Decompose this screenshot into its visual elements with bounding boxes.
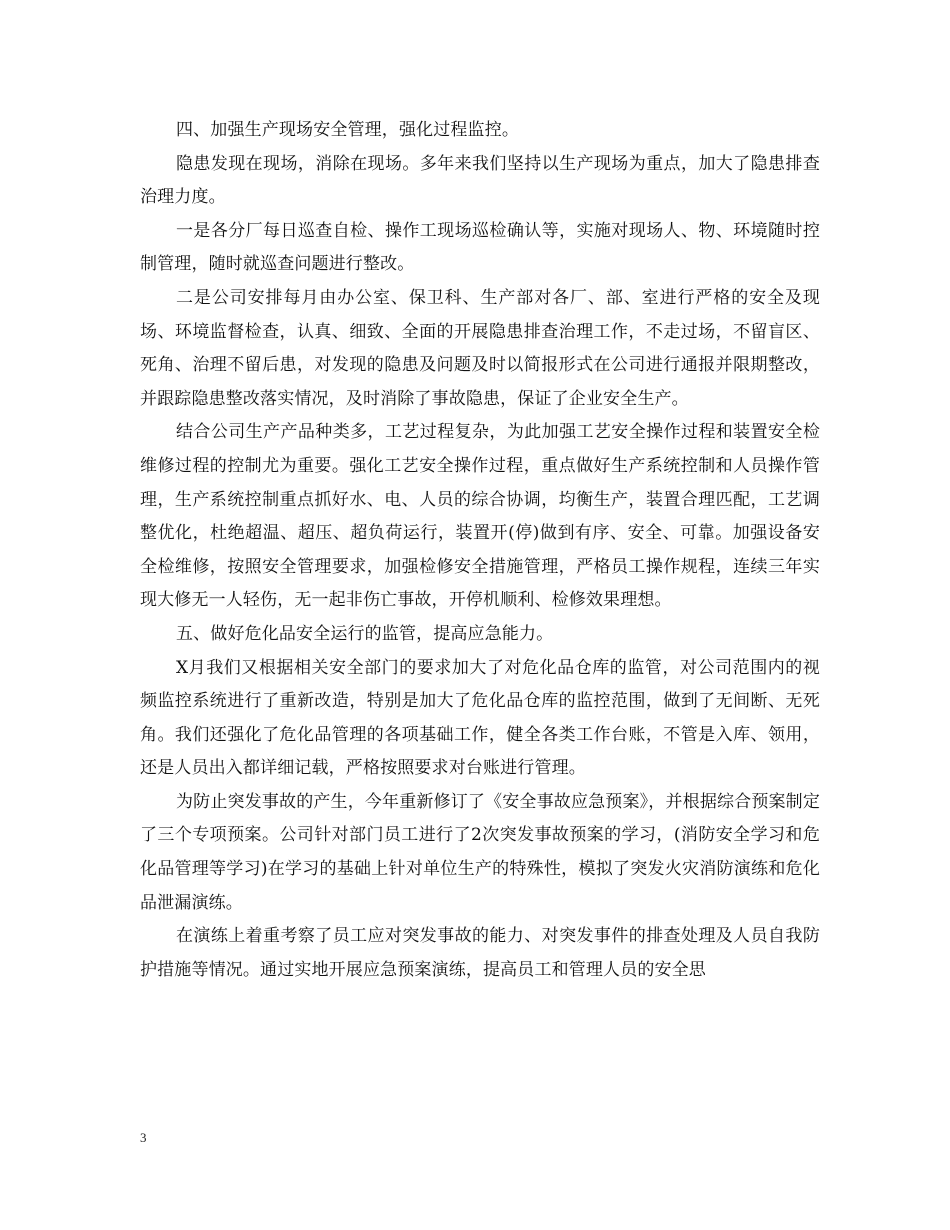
document-body [140,114,820,987]
paragraph: 为防止突发事故的产生，今年重新修订了《安全事故应急预案》，并根据综合预案制定了三个专项预案。公司针对部门员工进行了2次突发事故预案的学习，(消防安全学习和危化品管理等学习)在学习的基础上针对单位生产的特殊性，模拟了突发火灾消防演练和危化品泄漏演练。 [140,791,820,913]
section-heading-four: 四、加强生产现场安全管理，强化过程监控。 [176,120,519,140]
paragraph: 一是各分厂每日巡查自检、操作工现场巡检确认等，实施对现场人、物、环境随时控制管理，随时就巡查问题进行整改。 [140,220,820,275]
paragraph: 结合公司生产产品种类多，工艺过程复杂，为此加强工艺安全操作过程和装置安全检维修过程的控制尤为重要。强化工艺安全操作过程，重点做好生产系统控制和人员操作管理，生产系统控制重点抓好水、电、人员的综合协调，均衡生产，装置合理匹配，工艺调整优化，杜绝超温、超压、超负荷运行，装置开(停)做到有序、安全、可靠。加强设备安全检维修，按照安全管理要求，加强检修安全措施管理，严格员工操作规程，连续三年实现大修无一人轻伤，无一起非伤亡事故，开停机顺利、检修效果理想。 [140,422,820,611]
paragraph: 隐患发现在现场，消除在现场。多年来我们坚持以生产现场为重点，加大了隐患排查治理力度。 [140,153,820,208]
paragraph: X月我们又根据相关安全部门的要求加大了对危化品仓库的监管，对公司范围内的视频监控系统进行了重新改造，特别是加大了危化品仓库的监控范围，做到了无间断、无死角。我们还强化了危化品管理的各项基础工作，健全各类工作台账，不管是入库、领用，还是人员出入都详细记载，严格按照要求对台账进行管理。 [140,657,820,779]
paragraph: 在演练上着重考察了员工应对突发事故的能力、对突发事件的排查处理及人员自我防护措施等情况。通过实地开展应急预案演练，提高员工和管理人员的安全思 [140,926,820,980]
paragraph: 二是公司安排每月由办公室、保卫科、生产部对各厂、部、室进行严格的安全及现场、环境监督检查，认真、细致、全面的开展隐患排查治理工作，不走过场，不留盲区、死角、治理不留后患，对发现的隐患及问题及时以简报形式在公司进行通报并限期整改，并跟踪隐患整改落实情况，及时消除了事故隐患，保证了企业安全生产。 [140,287,820,409]
section-heading-five: 五、做好危化品安全运行的监管，提高应急能力。 [176,623,554,644]
page-number: 3 [140,1130,147,1145]
